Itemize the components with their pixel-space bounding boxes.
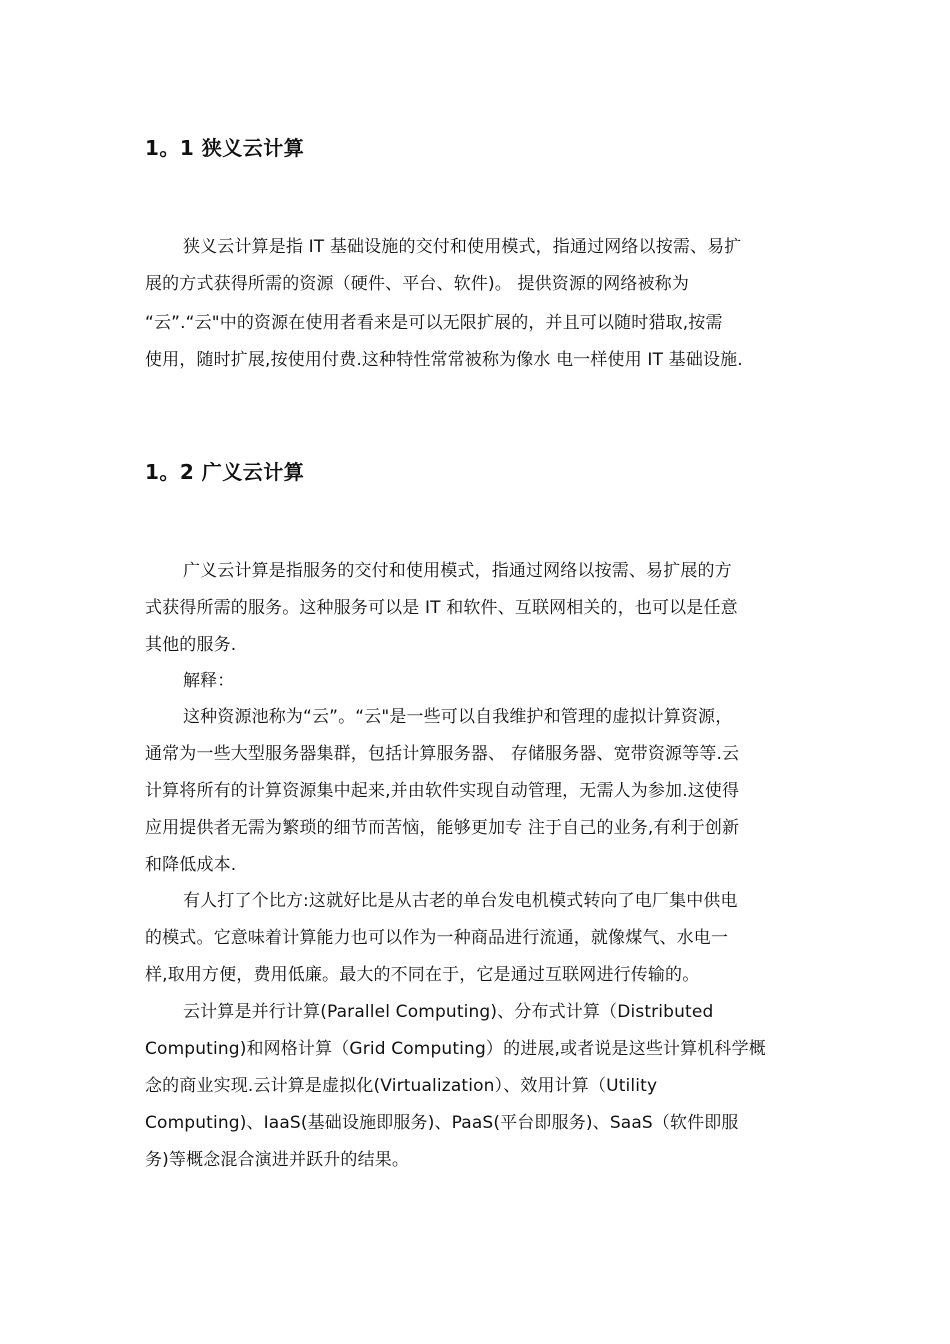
paragraph-line: 这种资源池称为“云”。“云"是一些可以自我维护和管理的虚拟计算资源， [183,707,733,727]
paragraph-line: 广义云计算是指服务的交付和使用模式，指通过网络以按需、易扩展的方 [183,561,732,581]
paragraph-line: Computing)、IaaS(基础设施即服务)、PaaS(平台即服务)、SaaS（软件即服 [145,1113,739,1133]
paragraph-line: 念的商业实现.云计算是虚拟化(Virtualization）、效用计算（Utility [145,1076,658,1096]
paragraph-line: 展的方式获得所需的资源（硬件、平台、软件)。 提供资源的网络被称为 [145,274,689,294]
paragraph-line: 样,取用方便，费用低廉。最大的不同在于，它是通过互联网进行传输的。 [145,965,700,985]
paragraph-line: 解释： [183,671,235,691]
paragraph-line: 的模式。它意味着计算能力也可以作为一种商品进行流通，就像煤气、水电一 [145,928,729,948]
paragraph-line: 狭义云计算是指 IT 基础设施的交付和使用模式，指通过网络以按需、易扩 [183,237,742,257]
section-heading-narrow-cloud: 1。1 狭义云计算 [145,136,305,160]
paragraph-line: 使用，随时扩展,按使用付费.这种特性常常被称为像水 电一样使用 IT 基础设施. [145,350,743,370]
paragraph-line: 计算将所有的计算资源集中起来,并由软件实现自动管理，无需人为参加.这使得 [145,781,740,801]
section-heading-broad-cloud: 1。2 广义云计算 [145,460,305,484]
paragraph-line: 应用提供者无需为繁琐的细节而苦恼，能够更加专 注于自己的业务,有利于创新 [145,818,740,838]
paragraph-line: 式获得所需的服务。这种服务可以是 IT 和软件、互联网相关的，也可以是任意 [145,598,738,618]
paragraph-line: 云计算是并行计算(Parallel Computing)、分布式计算（Distributed [183,1002,714,1022]
paragraph-line: 通常为一些大型服务器集群，包括计算服务器、 存储服务器、宽带资源等等.云 [145,744,740,764]
paragraph-line: 和降低成本. [145,855,237,875]
paragraph-line: 其他的服务. [145,635,237,655]
paragraph-line: “云”.“云"中的资源在使用者看来是可以无限扩展的，并且可以随时猎取,按需 [145,313,723,333]
paragraph-line: 务)等概念混合演进并跃升的结果。 [145,1150,410,1170]
paragraph-line: Computing)和网格计算（Grid Computing）的进展,或者说是这些计算机科学概 [145,1039,766,1059]
paragraph-line: 有人打了个比方:这就好比是从古老的单台发电机模式转向了电厂集中供电 [183,891,738,911]
